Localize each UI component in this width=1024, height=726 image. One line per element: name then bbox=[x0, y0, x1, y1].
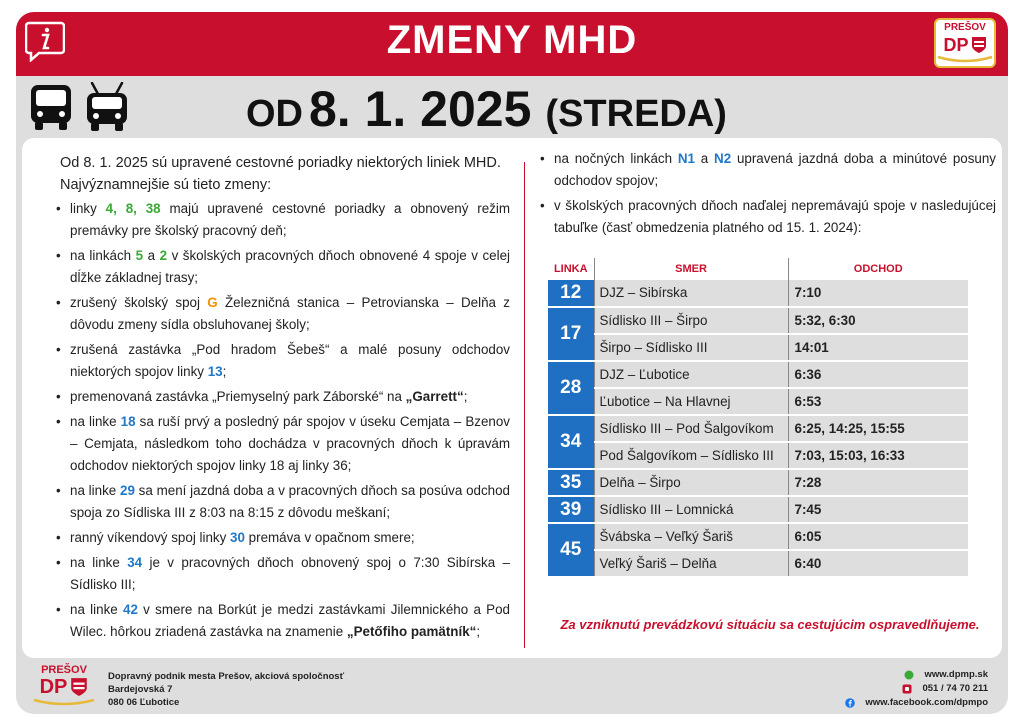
highlight-text: 18 bbox=[120, 414, 136, 429]
route-direction: Širpo – Sídlisko III bbox=[594, 334, 788, 361]
facebook-contact[interactable] bbox=[845, 696, 988, 710]
phone-contact[interactable] bbox=[845, 682, 988, 696]
list-item bbox=[540, 195, 996, 239]
web-contact[interactable] bbox=[845, 668, 988, 682]
line-number: 39 bbox=[548, 496, 594, 523]
changes-list bbox=[56, 198, 510, 643]
departure-times: 6:36 bbox=[788, 361, 968, 388]
route-direction: Pod Šalgovíkom – Sídlisko III bbox=[594, 442, 788, 469]
intro-text: Od 8. 1. 2025 sú upravené cestovné poriadky niektorých liniek MHD. Najvýznamnejšie sú tieto zmeny: bbox=[60, 155, 501, 193]
item-text: ; bbox=[463, 389, 468, 404]
web-link[interactable]: www.dpmp.sk bbox=[924, 669, 988, 680]
right-column bbox=[540, 148, 996, 632]
list-item bbox=[56, 599, 510, 643]
footer-logo-mark: DP bbox=[39, 676, 68, 698]
item-text: na linke bbox=[70, 555, 128, 570]
departure-times: 6:05 bbox=[788, 523, 968, 550]
facebook-icon bbox=[845, 698, 855, 708]
item-text: sa ruší prvý a posledný pár spojov v úseku Cemjata – Bzenov – Cemjata, následkom toho dochádza v pracovných dňoch k úpravám odchodov niektorých spojov linky 18 aj linky 36; bbox=[70, 414, 511, 473]
item-text: premenovaná zastávka „Priemyselný park Záborské“ na bbox=[70, 389, 406, 404]
company-street: Bardejovská 7 bbox=[108, 684, 173, 695]
company-name: Dopravný podnik mesta Prešov, akciová spoločnosť bbox=[108, 671, 345, 682]
item-text: a bbox=[143, 248, 160, 263]
line-number: 35 bbox=[548, 469, 594, 496]
left-column bbox=[56, 152, 510, 646]
item-text: v smere na Borkút je medzi zastávkami Jilemnického a Pod Wilec. hôrkou zriadená zastávka na znamenie bbox=[70, 602, 510, 639]
item-text: ; bbox=[222, 364, 227, 379]
table-row bbox=[548, 523, 968, 550]
cancelled-connections-table bbox=[548, 258, 968, 578]
footer bbox=[16, 658, 1008, 714]
line-number: 17 bbox=[548, 307, 594, 361]
highlight-text: „Garrett“ bbox=[405, 389, 464, 404]
route-direction: Sídlisko III – Pod Šalgovíkom bbox=[594, 415, 788, 442]
list-item bbox=[56, 292, 510, 336]
route-direction: Veľký Šariš – Delňa bbox=[594, 550, 788, 577]
item-text: na linke bbox=[70, 414, 121, 429]
highlight-text: N1 bbox=[677, 151, 695, 166]
header-odchod: ODCHOD bbox=[788, 258, 968, 280]
date-prefix: OD bbox=[246, 93, 303, 135]
page-title: ZMENY MHD bbox=[386, 18, 638, 62]
phone-icon bbox=[902, 684, 912, 694]
table-header-row bbox=[548, 258, 968, 280]
facebook-link[interactable]: www.facebook.com/dpmpo bbox=[865, 697, 988, 708]
table-row bbox=[548, 496, 968, 523]
route-direction: DJZ – Ľubotice bbox=[594, 361, 788, 388]
line-number: 28 bbox=[548, 361, 594, 415]
item-text: na linke bbox=[70, 483, 120, 498]
table-row bbox=[548, 361, 968, 388]
route-direction: Delňa – Širpo bbox=[594, 469, 788, 496]
notice-page bbox=[16, 12, 1008, 714]
table-row bbox=[548, 469, 968, 496]
logo-swoosh bbox=[936, 55, 994, 63]
effective-day: (STREDA) bbox=[545, 93, 727, 135]
line-number: 34 bbox=[548, 415, 594, 469]
item-text: Železničná stanica – Petrovianska – Delňa z dôvodu zmeny sídla obsluhovanej školy; bbox=[70, 295, 510, 332]
route-direction: Švábska – Veľký Šariš bbox=[594, 523, 788, 550]
highlight-text: „Petőfiho pamätník“ bbox=[346, 624, 477, 639]
item-text: v školských pracovných dňoch obnovené 4 spoje v celej dĺžke základnej trasy; bbox=[70, 248, 510, 285]
item-text: linky bbox=[70, 201, 106, 216]
departure-times: 6:25, 14:25, 15:55 bbox=[788, 415, 968, 442]
highlight-text: 13 bbox=[207, 364, 223, 379]
list-item bbox=[56, 339, 510, 383]
list-item bbox=[56, 386, 510, 408]
highlight-text: 29 bbox=[120, 483, 135, 498]
highlight-text: G bbox=[207, 295, 218, 310]
item-text: ranný víkendový spoj linky bbox=[70, 530, 231, 545]
item-text: majú upravené cestovné poriadky a obnovený režim premávky pre školský pracovný deň; bbox=[70, 201, 510, 238]
table-row bbox=[548, 334, 968, 361]
item-text: a bbox=[694, 151, 715, 166]
item-text: na linkách bbox=[70, 248, 136, 263]
item-text: je v pracovných dňoch obnovený spoj o 7:30 Sibírska – Sídlisko III; bbox=[70, 555, 510, 592]
list-item bbox=[56, 411, 510, 477]
list-item bbox=[56, 552, 510, 596]
contact-info bbox=[845, 668, 988, 710]
header-linka: LINKA bbox=[548, 258, 594, 280]
changes-list-continued bbox=[540, 148, 996, 239]
departure-times: 5:32, 6:30 bbox=[788, 307, 968, 334]
list-item bbox=[540, 148, 996, 192]
list-item bbox=[56, 527, 510, 549]
route-direction: Sídlisko III – Lomnická bbox=[594, 496, 788, 523]
item-text: na linke bbox=[70, 602, 123, 617]
table-row bbox=[548, 415, 968, 442]
departure-times: 7:10 bbox=[788, 280, 968, 307]
route-direction: Ľubotice – Na Hlavnej bbox=[594, 388, 788, 415]
list-item bbox=[56, 198, 510, 242]
company-address bbox=[108, 670, 344, 709]
line-number: 12 bbox=[548, 280, 594, 307]
item-text: zrušený školský spoj bbox=[70, 295, 208, 310]
logo-text: PREŠOV bbox=[944, 22, 986, 33]
item-text: sa mení jazdná doba a v pracovných dňoch sa posúva odchod spoja zo Sídliska III z 8:03 na 8:15 z dôvodu meškaní; bbox=[70, 483, 510, 520]
effective-date: 8. 1. 2025 bbox=[309, 81, 532, 137]
list-item bbox=[56, 245, 510, 289]
highlight-text: 5 bbox=[135, 248, 144, 263]
item-text: na nočných linkách bbox=[554, 151, 678, 166]
table-row bbox=[548, 442, 968, 469]
item-text: ; bbox=[476, 624, 481, 639]
departure-times: 6:53 bbox=[788, 388, 968, 415]
column-divider bbox=[524, 162, 525, 648]
departure-times: 7:45 bbox=[788, 496, 968, 523]
highlight-text: 2 bbox=[159, 248, 168, 263]
table-row bbox=[548, 280, 968, 307]
table-row bbox=[548, 550, 968, 577]
dpmp-logo bbox=[934, 18, 996, 68]
coat-of-arms-icon bbox=[70, 677, 88, 697]
highlight-text: 42 bbox=[123, 602, 138, 617]
phone-number[interactable]: 051 / 74 70 211 bbox=[922, 683, 988, 694]
content-panel bbox=[22, 138, 1002, 658]
departure-times: 6:40 bbox=[788, 550, 968, 577]
effective-date-heading bbox=[246, 80, 727, 138]
item-text: zrušená zastávka „Pod hradom Šebeš“ a malé posuny odchodov niektorých spojov linky bbox=[70, 342, 510, 379]
table-row bbox=[548, 388, 968, 415]
table-row bbox=[548, 307, 968, 334]
footer-logo-text: PREŠOV bbox=[41, 664, 87, 676]
apology-note: Za vzniknutú prevádzkovú situáciu sa cestujúcim ospravedlňujeme. bbox=[560, 617, 980, 632]
item-text: premáva v opačnom smere; bbox=[244, 530, 415, 545]
logo-mark: DP bbox=[943, 35, 969, 55]
trolleybus-icon bbox=[84, 82, 130, 132]
coat-of-arms-icon bbox=[971, 36, 987, 54]
line-number: 45 bbox=[548, 523, 594, 577]
route-direction: Sídlisko III – Širpo bbox=[594, 307, 788, 334]
company-city: 080 06 Ľubotice bbox=[108, 697, 180, 708]
highlight-text: 34 bbox=[127, 555, 143, 570]
highlight-text: 30 bbox=[230, 530, 245, 545]
bus-icon bbox=[28, 82, 74, 132]
item-text: upravená jazdná doba a minútové posuny odchodov spojov; bbox=[554, 151, 996, 188]
web-icon bbox=[904, 670, 914, 680]
logo-swoosh bbox=[32, 698, 96, 706]
departure-times: 14:01 bbox=[788, 334, 968, 361]
item-text: v školských pracovných dňoch naďalej nepremávajú spoje v nasledujúcej tabuľke (časť obmedzenia platného od 15. 1. 2024): bbox=[554, 198, 996, 235]
departure-times: 7:03, 15:03, 16:33 bbox=[788, 442, 968, 469]
highlight-text: 4, 8, 38 bbox=[105, 201, 161, 216]
header-smer: SMER bbox=[594, 258, 788, 280]
footer-logo bbox=[30, 664, 98, 710]
highlight-text: N2 bbox=[714, 151, 732, 166]
route-direction: DJZ – Sibírska bbox=[594, 280, 788, 307]
header-bar bbox=[16, 12, 1008, 76]
list-item bbox=[56, 480, 510, 524]
departure-times: 7:28 bbox=[788, 469, 968, 496]
date-banner bbox=[16, 76, 1008, 136]
table-body bbox=[548, 280, 968, 577]
